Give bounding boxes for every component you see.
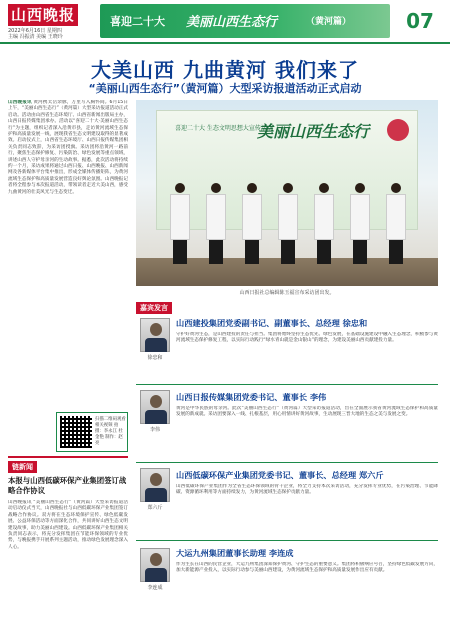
qr-code-caption: 扫描二维码观看相关视频 拍摄：李永江 杜金艳 制作：赵亮 [95, 417, 126, 446]
speaker-remarks: 作为生长在山西的民营企业，大运九州集团深知保护黄河、守护生态的重要意义。集团将积极响应号召，坚持绿色低碳发展方向，加大新能源产业投入，以实际行动参与美丽山西建设，为黄河流域生态保护和高质量发展作出应有贡献。 [176, 562, 438, 574]
newspaper-logo: 山西晚报 [8, 4, 78, 26]
issue-date: 2022年6月16日 星期四 [8, 28, 62, 34]
speaker-portrait-name: 李连成 [147, 585, 163, 591]
speaker-portrait-name: 郑六斤 [147, 505, 163, 511]
photo-person [242, 183, 262, 264]
masthead [0, 0, 450, 44]
speaker-title: 山西日报传媒集团党委书记、董事长 李伟 [176, 392, 327, 402]
page-headline: 大美山西 九曲黄河 我们来了 [91, 58, 359, 82]
speaker-portrait [140, 468, 170, 502]
lead-article-dateline: 山西晚报讯 [8, 100, 32, 105]
speeches-section-tag: 嘉宾发言 [136, 302, 172, 314]
event-photo [136, 100, 438, 286]
lead-article-body [8, 100, 128, 412]
qr-code-box [56, 412, 128, 452]
photo-person [314, 183, 334, 264]
lead-article-text: 黄河携太岳余脉，万里写入胸怀间。6月15日上午，“美丽山西生态行”（黄河篇）大型采访报道活动正式启动。活动由山西省生态环境厅、山西省新闻出版局主办，山西日报传媒集团承办。活动以“喜迎二十大·美丽山西生态行”为主题，组织记者深入沿黄市县，走访黄河流域生态保护和高质量发展一线，展现我省生态文明建设取得的显著成效。启动仪式上，山西省生态环境厅、山西日报传媒集团相关负责同志致辞，为采访团授旗。采访团将沿黄河一路前行，聚焦生态保护修复、污染防治、绿色发展等重点领域，讲述山西人守护母亲河的生动故事。据悉，此次活动将持续约一个月，采访成果将通过山西日报、山西晚报、山西新闻网及各新媒体平台集中推出，形成全媒体传播矩阵，为黄河流域生态保护和高质量发展营造良好舆论氛围。山西晚报记者将全程参与本次报道活动，带领读者走近大美山西，感受九曲黄河的壮美风光与生态变迁。 [8, 100, 128, 195]
speaker-remarks: 山西低碳环保产业集团作为全省生态环保领域的骨干企业，将全力支持本次采访活动，充分发挥专业优势，在污染治理、节能降碳、资源循环利用等方面持续发力，为黄河流域生态保护贡献力量。 [176, 484, 438, 496]
side-article-title: 本报与山西低碳环保产业集团签订战略合作协议 [8, 476, 127, 495]
side-article-body: 山西晚报讯 “美丽山西生态行”（黄河篇）大型采访报道活动启动仪式当天，山西晚报社与山西低碳环保产业集团签订战略合作协议。双方将在生态环境保护宣传、绿色低碳发展、公益环保活动等方面深化合作，共同讲好山西生态文明建设故事，助力美丽山西建设。山西低碳环保产业集团相关负责同志表示，将充分发挥集团在节能环保领域的专业优势，与晚报携手开展系列主题活动，推动绿色发展理念深入人心。 [8, 500, 128, 550]
issue-info [8, 28, 98, 40]
banner-slogan: 喜迎二十大 [110, 15, 165, 28]
speaker-title: 山西低碳环保产业集团党委书记、董事长、总经理 郑六斤 [176, 470, 384, 480]
speaker-remarks: 黄河是中华民族的母亲河。此次“美丽山西生态行”（黄河篇）大型采访报道活动，旨在全面展示我省黄河流域生态保护和高质量发展的新成就。采访团要深入一线、扎根基层，用心用情讲好黄河故事，生动展现三晋大地的生态之美与发展之变。 [176, 406, 438, 418]
page-number: 07 [406, 9, 434, 33]
photo-person [386, 183, 406, 264]
speaker-portrait-name: 李伟 [149, 427, 160, 433]
backdrop-title: 美丽山西生态行 [257, 122, 370, 141]
section-divider [136, 540, 438, 541]
section-divider [136, 462, 438, 463]
section-divider [136, 384, 438, 385]
section-divider [8, 456, 128, 458]
speaker-portrait [140, 318, 170, 352]
photo-person [170, 183, 190, 264]
photo-person [278, 183, 298, 264]
banner-column-sub: （黄河篇） [306, 17, 352, 27]
photo-caption: 山西日报社总编辑陈玉福宣布采访团出发。 [239, 290, 335, 296]
speaker-portrait-name: 徐忠和 [147, 355, 163, 361]
speaker-portrait [140, 548, 170, 582]
side-section-tag: 链新闻 [8, 461, 37, 473]
speaker-title: 大运九州集团董事长助理 李连成 [176, 548, 294, 558]
backdrop-event-name: 喜迎二十大 生态文明思想大宣传活动 [175, 125, 273, 132]
backdrop-emblem-icon [387, 119, 409, 141]
banner-column-title: 美丽山西生态行 [186, 15, 278, 30]
column-banner [100, 4, 390, 38]
speaker-portrait [140, 390, 170, 424]
speaker-title: 山西建投集团党委副书记、副董事长、总经理 徐忠和 [176, 318, 368, 328]
page-subheadline: “美丽山西生态行”（黄河篇）大型采访报道活动正式启动 [88, 82, 362, 95]
speaker-remarks: 守护好黄河生态，是山西建投的责任与担当。集团将始终坚持生态优先、绿色发展，在基础设施建设中融入生态理念，积极参与黄河流域生态保护修复工程，以实际行动践行“绿水青山就是金山银山”的理念，为建设美丽山西贡献建投力量。 [176, 332, 438, 344]
qr-code-icon[interactable] [60, 416, 92, 448]
photo-person [206, 183, 226, 264]
issue-editors: 主编 冯振清 美编 王晓玲 [8, 34, 63, 40]
photo-person [350, 183, 370, 264]
